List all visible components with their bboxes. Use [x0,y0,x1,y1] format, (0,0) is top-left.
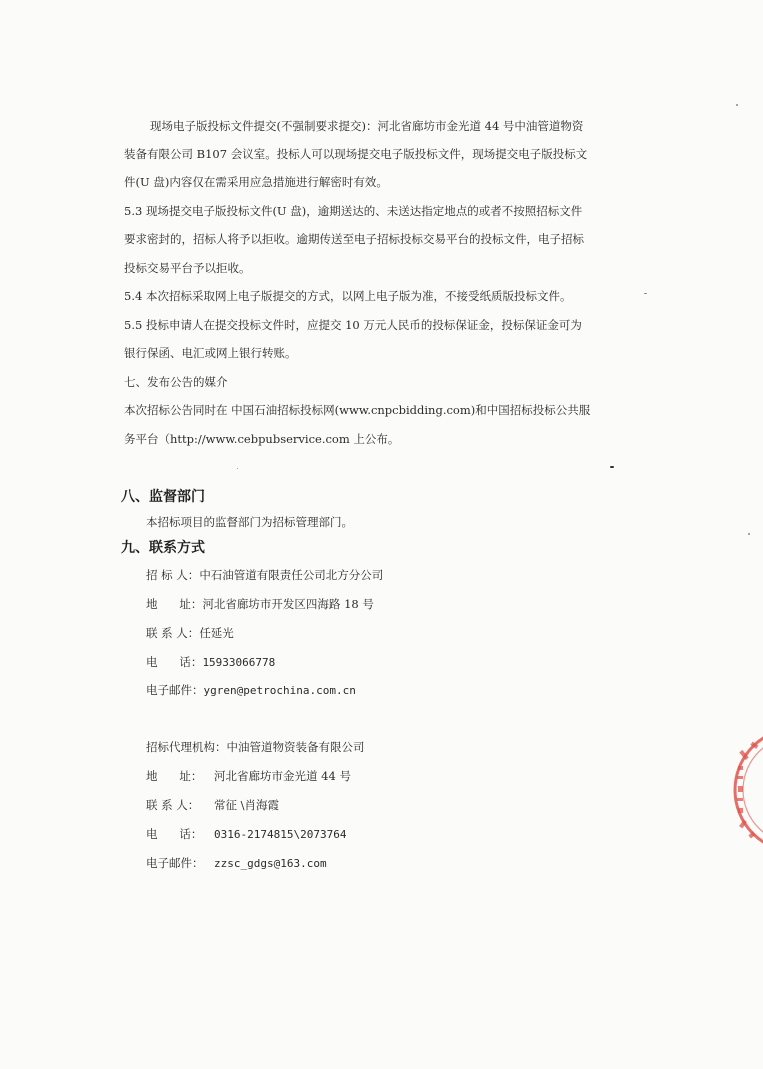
tenderer-address-row [146,596,374,612]
clause-5-4-line: 5.4 本次招标采取网上电子版提交的方式，以网上电子版为准，不接受纸质版投标文件。 [124,289,572,303]
paragraph-line: 件(U 盘)内容仅在需采用应急措施进行解密时有效。 [124,175,388,189]
tenderer-phone-row [146,654,275,671]
clause-5-3-line: 要求密封的，招标人将予以拒收。逾期传送至电子招标投标交易平台的投标文件，电子招标 [124,232,584,246]
section-8-body: 本招标项目的监督部门为招标管理部门。 [146,515,353,529]
clause-5-3-line: 投标交易平台予以拒收。 [124,261,251,275]
field-label: 电子邮件： [146,856,204,870]
company-seal-icon [712,720,763,860]
scan-speck [644,293,647,294]
field-value: 15933066778 [202,656,276,669]
scan-speck [237,468,238,469]
scan-speck [736,104,738,106]
clause-5-3-line: 5.3 现场提交电子版投标文件(U 盘)，逾期送达的、未送达指定地点的或者不按照招标文件 [124,204,583,218]
clause-5-5-line: 银行保函、电汇或网上银行转账。 [124,346,297,360]
field-value: zzsc_gdgs@163.com [214,857,327,870]
tenderer-name-row [146,567,383,583]
paragraph-line: 现场电子版投标文件提交(不强制要求提交)：河北省廊坊市金光道 44 号中油管道物资 [150,119,584,133]
scan-speck [748,533,750,535]
field-value: 0316-2174815\2073764 [214,828,347,841]
field-label: 联 系 人： [146,798,200,812]
agency-contact-row [146,797,279,813]
field-value: ygren@petrochina.com.cn [203,684,356,697]
section-7-line: 务平台（http://www.cebpubservice.com 上公布。 [124,432,400,446]
field-value: 河北省廊坊市开发区四海路 18 号 [202,597,374,611]
field-value: 河北省廊坊市金光道 44 号 [214,769,351,783]
field-label: 联 系 人： [146,626,200,640]
agency-address-row [146,768,351,784]
scan-speck [610,466,614,468]
agency-name-row [146,739,365,755]
agency-email-row [146,855,327,872]
field-label: 地 址： [146,597,203,611]
field-label: 招 标 人： [146,568,200,582]
paragraph-line: 装备有限公司 B107 会议室。投标人可以现场提交电子版投标文件，现场提交电子版投标文 [124,147,588,161]
field-value: 常征 \肖海霞 [214,798,280,812]
section-7-title: 七、发布公告的媒介 [124,375,228,389]
tenderer-contact-row [146,625,234,641]
field-value: 任延光 [199,626,234,640]
field-label: 地 址： [146,769,203,783]
tenderer-email-row [146,682,356,699]
field-label: 电 话： [146,655,203,669]
section-7-line: 本次招标公告同时在 中国石油招标投标网(www.cnpcbidding.com)和中国招标投标公共服 [124,403,591,417]
field-label: 招标代理机构： [146,740,227,754]
agency-phone-row [146,826,346,843]
field-value: 中油管道物资装备有限公司 [226,740,365,754]
section-9-heading: 九、联系方式 [121,540,205,556]
field-label: 电子邮件： [146,683,204,697]
field-value: 中石油管道有限责任公司北方分公司 [199,568,384,582]
field-label: 电 话： [146,827,203,841]
section-8-heading: 八、监督部门 [121,489,205,505]
clause-5-5-line: 5.5 投标申请人在提交投标文件时，应提交 10 万元人民币的投标保证金，投标保证金可为 [124,318,582,332]
